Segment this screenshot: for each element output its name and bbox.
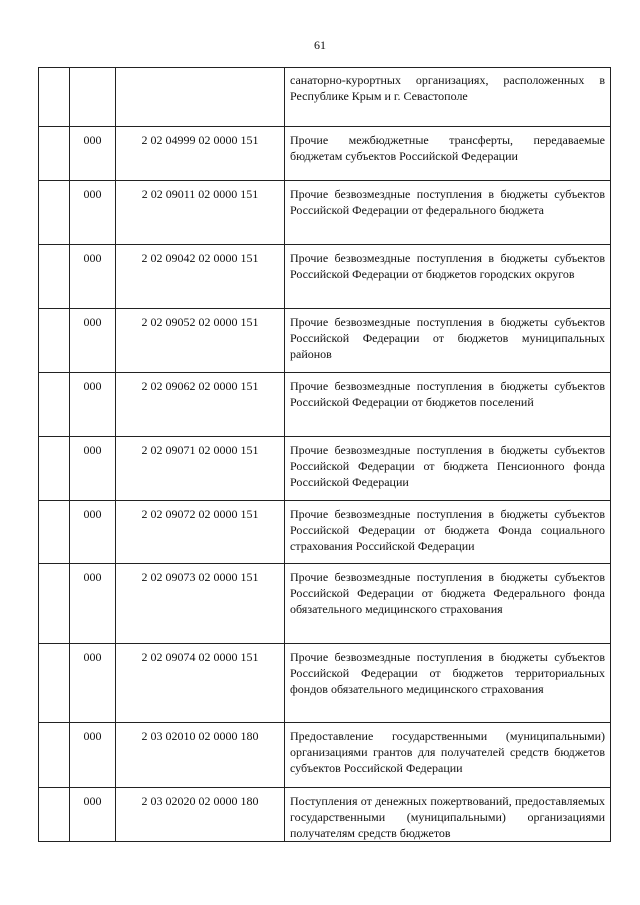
admin-code-cell: 000 bbox=[70, 309, 116, 373]
kbk-code-cell: 2 03 02010 02 0000 180 bbox=[116, 723, 285, 788]
admin-code-cell: 000 bbox=[70, 788, 116, 842]
table-row bbox=[39, 723, 611, 788]
admin-code-cell: 000 bbox=[70, 644, 116, 723]
blank-cell bbox=[39, 181, 70, 245]
kbk-code-cell: 2 02 09042 02 0000 151 bbox=[116, 245, 285, 309]
admin-code-cell: 000 bbox=[70, 501, 116, 564]
kbk-code-cell: 2 02 09073 02 0000 151 bbox=[116, 564, 285, 644]
admin-code-cell: 000 bbox=[70, 127, 116, 181]
description-cell: Прочие безвозмездные поступления в бюджеты субъектов Российской Федерации от бюджетов городских округов bbox=[285, 245, 611, 309]
description-cell: Поступления от денежных пожертвований, предоставляемых государственными (муниципальными) организациями получателям средств бюджетов bbox=[285, 788, 611, 842]
kbk-code-cell: 2 02 09074 02 0000 151 bbox=[116, 644, 285, 723]
kbk-code-cell: 2 02 09062 02 0000 151 bbox=[116, 373, 285, 437]
blank-cell bbox=[39, 564, 70, 644]
table-row bbox=[39, 437, 611, 501]
admin-code-cell: 000 bbox=[70, 723, 116, 788]
kbk-code-cell: 2 03 02020 02 0000 180 bbox=[116, 788, 285, 842]
kbk-code-cell: 2 02 09011 02 0000 151 bbox=[116, 181, 285, 245]
admin-code-cell bbox=[70, 68, 116, 127]
description-cell: Прочие безвозмездные поступления в бюджеты субъектов Российской Федерации от бюджетов поселений bbox=[285, 373, 611, 437]
table-row bbox=[39, 501, 611, 564]
table-row bbox=[39, 788, 611, 842]
blank-cell bbox=[39, 68, 70, 127]
table-row bbox=[39, 373, 611, 437]
description-cell: Прочие безвозмездные поступления в бюджеты субъектов Российской Федерации от бюджета Пенсионного фонда Российской Федерации bbox=[285, 437, 611, 501]
blank-cell bbox=[39, 373, 70, 437]
description-cell: Прочие безвозмездные поступления в бюджеты субъектов Российской Федерации от федерального бюджета bbox=[285, 181, 611, 245]
blank-cell bbox=[39, 723, 70, 788]
description-cell: Прочие безвозмездные поступления в бюджеты субъектов Российской Федерации от бюджета Фонда социального страхования Российской Федерации bbox=[285, 501, 611, 564]
blank-cell bbox=[39, 644, 70, 723]
blank-cell bbox=[39, 501, 70, 564]
blank-cell bbox=[39, 127, 70, 181]
kbk-code-cell: 2 02 09071 02 0000 151 bbox=[116, 437, 285, 501]
blank-cell bbox=[39, 788, 70, 842]
description-cell: Прочие безвозмездные поступления в бюджеты субъектов Российской Федерации от бюджета Федерального фонда обязательного медицинского страхования bbox=[285, 564, 611, 644]
table-row bbox=[39, 564, 611, 644]
admin-code-cell: 000 bbox=[70, 564, 116, 644]
kbk-code-cell: 2 02 04999 02 0000 151 bbox=[116, 127, 285, 181]
blank-cell bbox=[39, 309, 70, 373]
table-row bbox=[39, 309, 611, 373]
kbk-code-cell: 2 02 09072 02 0000 151 bbox=[116, 501, 285, 564]
admin-code-cell: 000 bbox=[70, 373, 116, 437]
table-row bbox=[39, 245, 611, 309]
budget-classification-table bbox=[38, 67, 611, 842]
description-cell: Прочие безвозмездные поступления в бюджеты субъектов Российской Федерации от бюджетов территориальных фондов обязательного медицинского страхования bbox=[285, 644, 611, 723]
table-row bbox=[39, 127, 611, 181]
blank-cell bbox=[39, 437, 70, 501]
kbk-code-cell bbox=[116, 68, 285, 127]
admin-code-cell: 000 bbox=[70, 245, 116, 309]
page-number: 61 bbox=[314, 38, 326, 52]
description-cell: Прочие межбюджетные трансферты, передаваемые бюджетам субъектов Российской Федерации bbox=[285, 127, 611, 181]
description-cell: Прочие безвозмездные поступления в бюджеты субъектов Российской Федерации от бюджетов муниципальных районов bbox=[285, 309, 611, 373]
table-row bbox=[39, 68, 611, 127]
kbk-code-cell: 2 02 09052 02 0000 151 bbox=[116, 309, 285, 373]
blank-cell bbox=[39, 245, 70, 309]
description-cell: санаторно-курортных организациях, расположенных в Республике Крым и г. Севастополе bbox=[285, 68, 611, 127]
table-row bbox=[39, 181, 611, 245]
admin-code-cell: 000 bbox=[70, 437, 116, 501]
admin-code-cell: 000 bbox=[70, 181, 116, 245]
description-cell: Предоставление государственными (муниципальными) организациями грантов для получателей средств бюджетов субъектов Российской Федерации bbox=[285, 723, 611, 788]
table-row bbox=[39, 644, 611, 723]
